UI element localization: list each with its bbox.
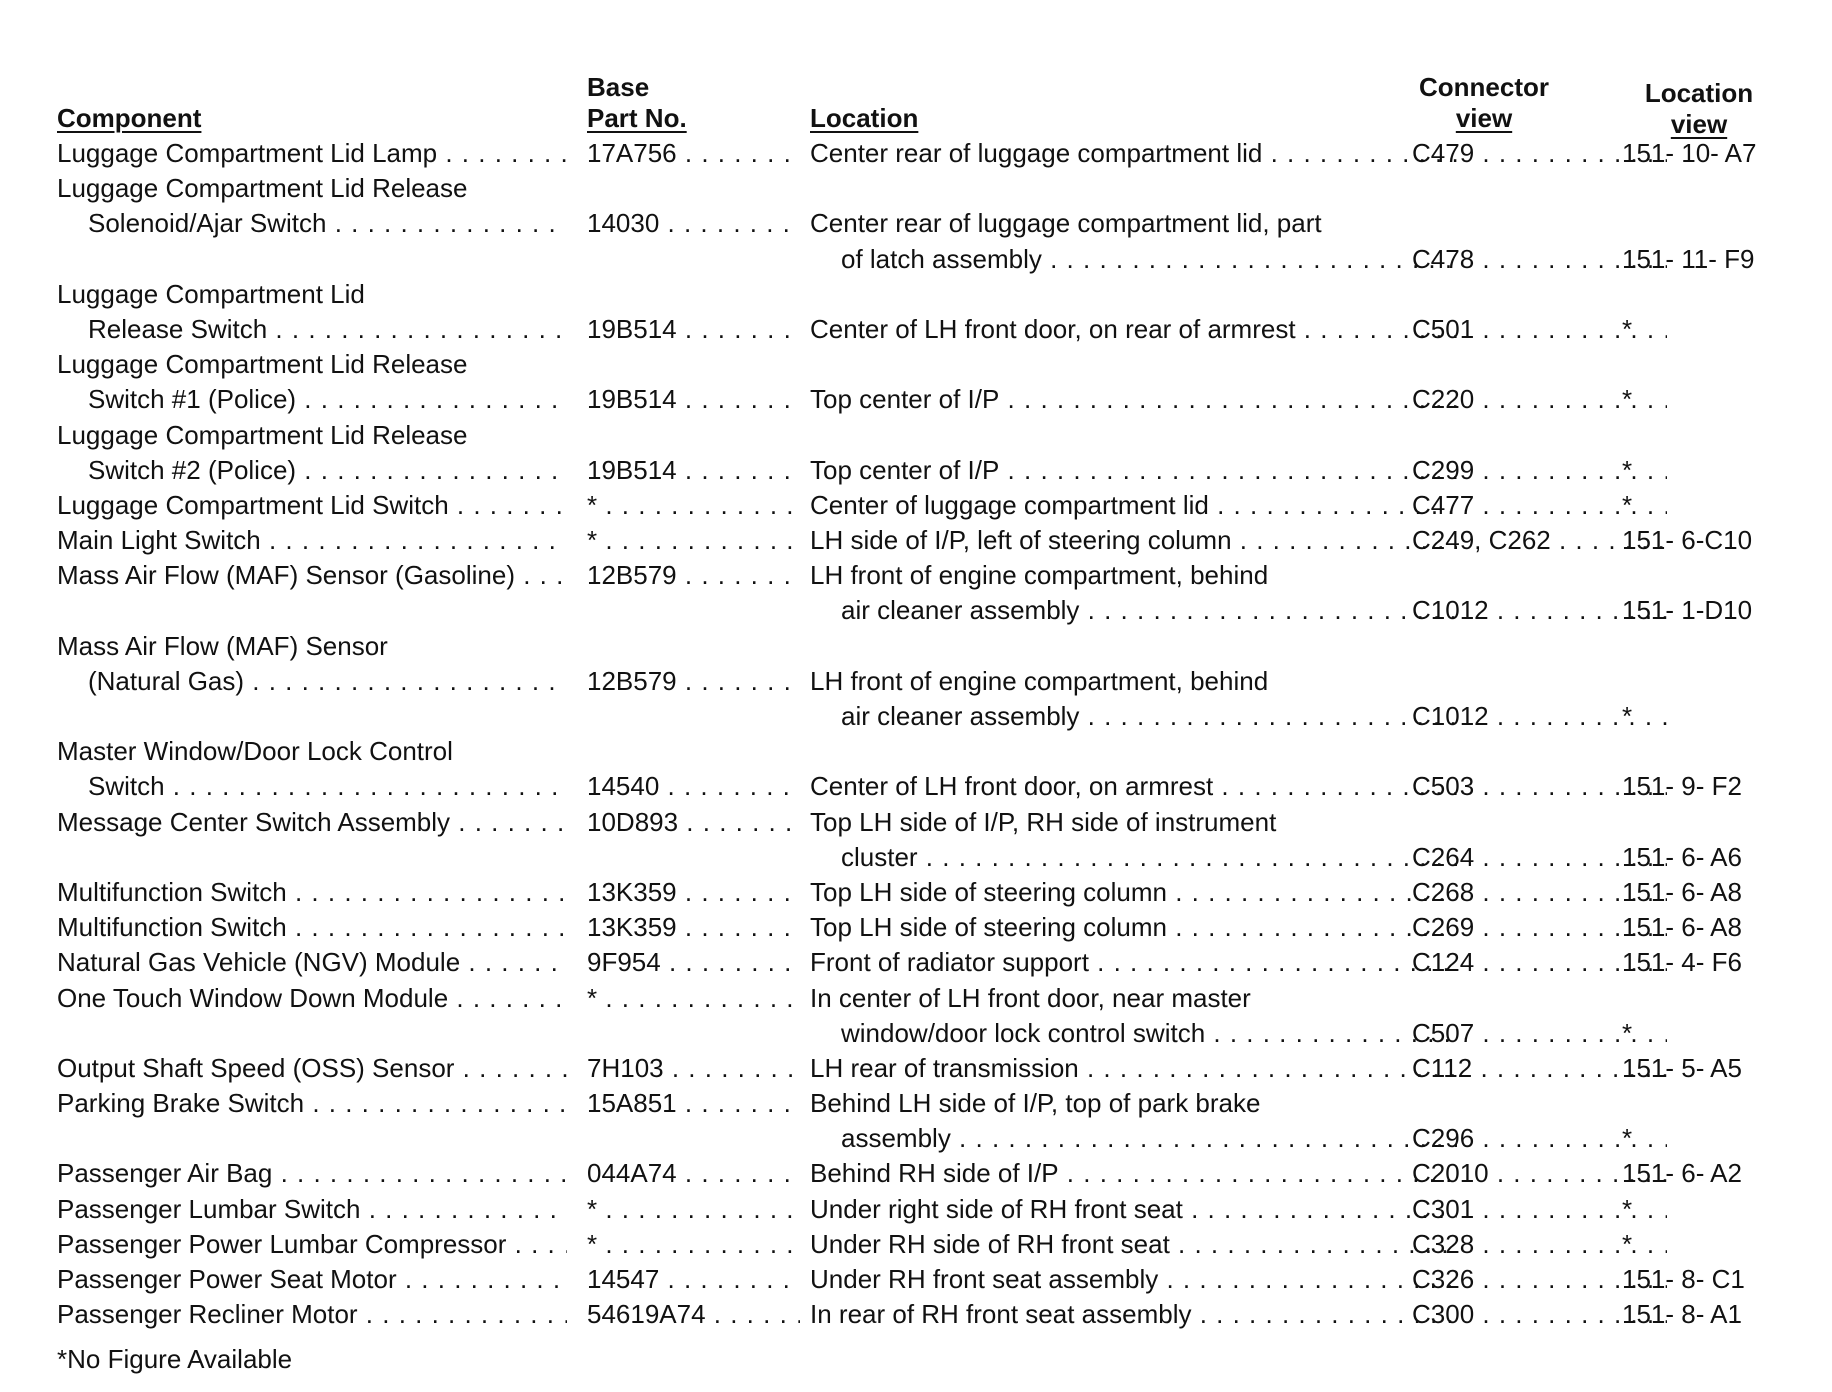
- table-row: [57, 558, 1787, 593]
- cell-location-view: *: [1622, 489, 1633, 520]
- table-row: [57, 805, 1787, 840]
- cell-location-view: 151- 4- F6: [1622, 947, 1742, 978]
- header-location: [810, 103, 918, 134]
- cell-location: assembly . . .: [841, 1121, 1457, 1156]
- cell-component: Master Window/Door Lock Control: [57, 736, 453, 767]
- cell-location-view: *: [1622, 1017, 1633, 1048]
- cell-connector: C328 . . .: [1412, 1227, 1667, 1262]
- header-location-label: Location: [810, 103, 919, 133]
- cell-location: LH side of I/P, left of steering column . . .: [810, 523, 1457, 558]
- cell-part-number: 9F954 . . .: [587, 945, 800, 980]
- component-location-table: [57, 50, 1787, 1377]
- cell-connector: C2010 . . .: [1412, 1156, 1667, 1191]
- cell-connector: C478 . . .: [1412, 242, 1667, 277]
- cell-location: In rear of RH front seat assembly . . .: [810, 1297, 1457, 1332]
- table-row: [57, 1121, 1787, 1156]
- cell-connector: C112 . . .: [1412, 1051, 1667, 1086]
- cell-part-number: * . . .: [587, 488, 800, 523]
- cell-part-number: 7H103 . . .: [587, 1051, 800, 1086]
- cell-location-view: 151- 8- A1: [1622, 1299, 1742, 1330]
- cell-component: Passenger Power Seat Motor . . .: [57, 1262, 567, 1297]
- cell-component: Main Light Switch . . .: [57, 523, 567, 558]
- cell-location: Center rear of luggage compartment lid . . .: [810, 136, 1457, 171]
- cell-part-number: 17A756 . . .: [587, 136, 800, 171]
- cell-location: Center of luggage compartment lid . . .: [810, 488, 1457, 523]
- cell-part-number: 10D893 . . .: [587, 805, 800, 840]
- cell-location: Center of LH front door, on rear of armrest . . .: [810, 312, 1457, 347]
- cell-location-view: 151- 1-D10: [1622, 595, 1753, 626]
- cell-component: Message Center Switch Assembly . . .: [57, 805, 567, 840]
- cell-component: Passenger Air Bag . . .: [57, 1156, 567, 1191]
- cell-location-view: 151- 6- A6: [1622, 841, 1742, 872]
- cell-component: Switch #2 (Police) . . .: [88, 453, 567, 488]
- cell-part-number: 14547 . . .: [587, 1262, 800, 1297]
- cell-part-number: 12B579 . . .: [587, 664, 800, 699]
- cell-component: Luggage Compartment Lid Release: [57, 173, 468, 204]
- cell-connector: C296 . . .: [1412, 1121, 1667, 1156]
- cell-part-number: 19B514 . . .: [587, 382, 800, 417]
- cell-location-view: *: [1622, 701, 1633, 731]
- table-row: [57, 523, 1787, 558]
- header-part-line2: Part No.: [587, 103, 687, 133]
- cell-connector: C1012 . . .: [1412, 699, 1667, 734]
- cell-connector: C124 . . .: [1412, 945, 1667, 980]
- table-row: [57, 1156, 1787, 1191]
- cell-location: Under RH side of RH front seat . . .: [810, 1227, 1457, 1262]
- cell-part-number: * . . .: [587, 981, 800, 1016]
- table-row: [57, 277, 1787, 312]
- cell-location-view: *: [1622, 1123, 1633, 1154]
- cell-connector: C220 . . .: [1412, 382, 1667, 417]
- cell-component: Multifunction Switch . . .: [57, 910, 567, 945]
- cell-location-view: 151- 8- C1: [1622, 1264, 1745, 1294]
- table-row: [57, 171, 1787, 206]
- table-row: [57, 382, 1787, 417]
- cell-component: Mass Air Flow (MAF) Sensor (Gasoline) . . .: [57, 558, 567, 593]
- cell-part-number: 19B514 . . .: [587, 312, 800, 347]
- cell-location-view: 151- 10- A7: [1622, 138, 1757, 168]
- table-row: [57, 840, 1787, 875]
- cell-location: Top LH side of steering column . . .: [810, 875, 1457, 910]
- cell-component: Release Switch . . .: [88, 312, 567, 347]
- cell-connector: C249, C262 . . .: [1412, 523, 1667, 558]
- cell-location-view: *: [1622, 384, 1633, 415]
- cell-location: air cleaner assembly . . .: [841, 699, 1457, 734]
- table-row: [57, 488, 1787, 523]
- cell-location: Top center of I/P . . .: [810, 382, 1457, 417]
- header-part-line1: Base: [587, 72, 650, 102]
- cell-component: Passenger Power Lumbar Compressor . . .: [57, 1227, 567, 1262]
- cell-location-view: 151- 6- A2: [1622, 1158, 1742, 1189]
- cell-location: Under right side of RH front seat . . .: [810, 1192, 1457, 1227]
- cell-location: Center of LH front door, on armrest . . .: [810, 769, 1457, 804]
- header-connector-line2: view: [1455, 103, 1513, 133]
- header-connector-line1: Connector: [1419, 72, 1549, 102]
- cell-location: Top LH side of I/P, RH side of instrument: [810, 806, 1277, 837]
- cell-location: Behind RH side of I/P . . .: [810, 1156, 1457, 1191]
- cell-connector: C507 . . .: [1412, 1016, 1667, 1051]
- cell-connector: C268 . . .: [1412, 875, 1667, 910]
- cell-location-view: *: [1622, 1228, 1633, 1259]
- cell-component: Passenger Recliner Motor . . .: [57, 1297, 567, 1332]
- cell-component: Multifunction Switch . . .: [57, 875, 567, 910]
- cell-location-view: 151- 11- F9: [1622, 243, 1755, 274]
- table-row: [57, 734, 1787, 769]
- cell-component: Luggage Compartment Lid: [57, 278, 365, 309]
- table-body: [57, 136, 1787, 1332]
- table-row: [57, 769, 1787, 804]
- table-row: [57, 1051, 1787, 1086]
- table-row: [57, 453, 1787, 488]
- cell-part-number: 14030 . . .: [587, 206, 800, 241]
- cell-connector: C477 . . .: [1412, 488, 1667, 523]
- table-row: [57, 875, 1787, 910]
- cell-part-number: * . . .: [587, 1227, 800, 1262]
- table-row: [57, 593, 1787, 628]
- cell-part-number: 13K359 . . .: [587, 875, 800, 910]
- cell-location: Behind LH side of I/P, top of park brake: [810, 1088, 1261, 1119]
- cell-component: Mass Air Flow (MAF) Sensor: [57, 630, 388, 661]
- header-location-view: [1634, 78, 1764, 140]
- cell-part-number: * . . .: [587, 523, 800, 558]
- cell-connector: C264 . . .: [1412, 840, 1667, 875]
- header-component-label: Component: [57, 103, 202, 133]
- table-row: [57, 1016, 1787, 1051]
- cell-location: Top LH side of steering column . . .: [810, 910, 1457, 945]
- cell-part-number: 12B579 . . .: [587, 558, 800, 593]
- table-row: [57, 664, 1787, 699]
- cell-connector: C503 . . .: [1412, 769, 1667, 804]
- cell-location-view: *: [1622, 313, 1633, 344]
- table-row: [57, 312, 1787, 347]
- cell-component: Switch . . .: [88, 769, 567, 804]
- header-part-number: [587, 72, 687, 134]
- table-row: [57, 945, 1787, 980]
- cell-location-view: 151- 9- F2: [1622, 771, 1742, 802]
- table-row: [57, 1262, 1787, 1297]
- header-location-view-line2: view: [1670, 109, 1728, 139]
- cell-connector: C299 . . .: [1412, 453, 1667, 488]
- cell-part-number: * . . .: [587, 1192, 800, 1227]
- cell-component: Luggage Compartment Lid Release: [57, 349, 468, 380]
- cell-location: Top center of I/P . . .: [810, 453, 1457, 488]
- table-row: [57, 910, 1787, 945]
- table-header: [57, 50, 1787, 139]
- table-row: [57, 418, 1787, 453]
- cell-location: LH rear of transmission . . .: [810, 1051, 1457, 1086]
- table-row: [57, 1297, 1787, 1332]
- header-location-view-line1: Location: [1644, 78, 1754, 108]
- table-row: [57, 242, 1787, 277]
- cell-component: Switch #1 (Police) . . .: [88, 382, 567, 417]
- cell-component: Parking Brake Switch . . .: [57, 1086, 567, 1121]
- cell-part-number: 14540 . . .: [587, 769, 800, 804]
- table-row: [57, 206, 1787, 241]
- cell-location: Under RH front seat assembly . . .: [810, 1262, 1457, 1297]
- cell-location: LH front of engine compartment, behind: [810, 560, 1269, 591]
- table-row: [57, 981, 1787, 1016]
- cell-location: cluster . . .: [841, 840, 1457, 875]
- cell-location-view: 151- 6- A8: [1622, 912, 1742, 943]
- footnote: *No Figure Available: [57, 1344, 293, 1375]
- cell-part-number: 15A851 . . .: [587, 1086, 800, 1121]
- cell-connector: C300 . . .: [1412, 1297, 1667, 1332]
- cell-component: Natural Gas Vehicle (NGV) Module . . .: [57, 945, 567, 980]
- cell-connector: C501 . . .: [1412, 312, 1667, 347]
- cell-location-view: 151- 5- A5: [1622, 1052, 1742, 1083]
- cell-component: Luggage Compartment Lid Release: [57, 419, 468, 450]
- cell-component: Luggage Compartment Lid Lamp . . .: [57, 136, 567, 171]
- table-row: [57, 1227, 1787, 1262]
- cell-location: Center rear of luggage compartment lid, part: [810, 208, 1322, 239]
- cell-connector: C1012 . . .: [1412, 593, 1667, 628]
- cell-component: Output Shaft Speed (OSS) Sensor . . .: [57, 1051, 567, 1086]
- cell-part-number: 13K359 . . .: [587, 910, 800, 945]
- cell-connector: C326 . . .: [1412, 1262, 1667, 1297]
- cell-location: In center of LH front door, near master: [810, 982, 1251, 1013]
- cell-part-number: 19B514 . . .: [587, 453, 800, 488]
- cell-location: air cleaner assembly . . .: [841, 593, 1457, 628]
- table-row: [57, 1192, 1787, 1227]
- cell-component: Passenger Lumbar Switch . . .: [57, 1192, 567, 1227]
- cell-part-number: 044A74 . . .: [587, 1156, 800, 1191]
- cell-location-view: 151- 6-C10: [1622, 525, 1753, 556]
- table-row: [57, 699, 1787, 734]
- cell-connector: C479 . . .: [1412, 136, 1667, 171]
- header-component: [57, 103, 201, 134]
- table-row: [57, 629, 1787, 664]
- table-row: [57, 347, 1787, 382]
- cell-part-number: 54619A74 . . .: [587, 1297, 800, 1332]
- cell-location: Front of radiator support . . .: [810, 945, 1457, 980]
- header-connector-view: [1399, 72, 1569, 134]
- cell-location: LH front of engine compartment, behind: [810, 665, 1269, 696]
- cell-component: One Touch Window Down Module . . .: [57, 981, 567, 1016]
- cell-connector: C269 . . .: [1412, 910, 1667, 945]
- cell-component: Luggage Compartment Lid Switch . . .: [57, 488, 567, 523]
- cell-location-view: *: [1622, 454, 1633, 485]
- cell-location-view: *: [1622, 1193, 1633, 1224]
- cell-location: window/door lock control switch . . .: [841, 1016, 1457, 1051]
- table-row: [57, 136, 1787, 171]
- cell-location-view: 151- 6- A8: [1622, 876, 1742, 907]
- cell-connector: C301 . . .: [1412, 1192, 1667, 1227]
- cell-component: (Natural Gas) . . .: [88, 664, 567, 699]
- cell-component: Solenoid/Ajar Switch . . .: [88, 206, 567, 241]
- cell-location: of latch assembly . . .: [841, 242, 1457, 277]
- table-row: [57, 1086, 1787, 1121]
